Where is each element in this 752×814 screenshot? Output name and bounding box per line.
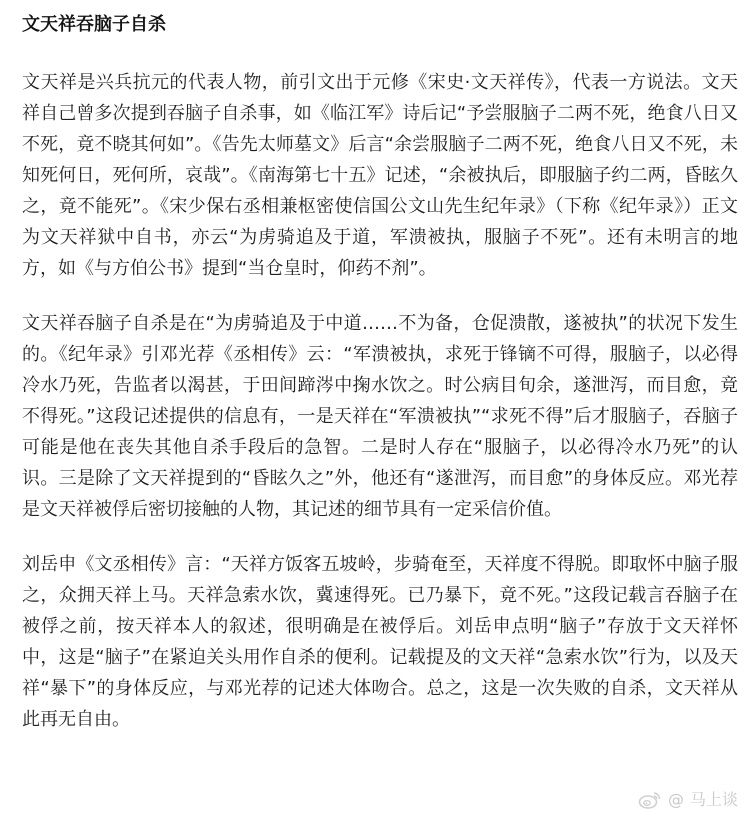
- watermark: [638, 790, 738, 810]
- paragraph-2: 文天祥吞脑子自杀是在“为虏骑追及于中道……不为备，仓促溃散，遂被执”的状况下发生的。《纪年录》引邓光荐《丞相传》云：“军溃被执，求死于锋镝不可得，服脑子，以必得冷水乃死，告监者以渴甚，于田间蹄涔中掬水饮之。时公病目旬余，遂泄泻，而目愈，竟不得死。”这段记述提供的信息有，一是天祥在“军溃被执”“求死不得”后才服脑子，吞脑子可能是他在丧失其他自杀手段后的急智。二是时人存在“服脑子，以必得冷水乃死”的认识。三是除了文天祥提到的“昏眩久之”外，他还有“遂泄泻，而目愈”的身体反应。邓光荐是文天祥被俘后密切接触的人物，其记述的细节具有一定采信价值。: [22, 313, 738, 520]
- watermark-text: 马上谈: [689, 790, 738, 809]
- paragraph-1: 文天祥是兴兵抗元的代表人物，前引文出于元修《宋史·文天祥传》，代表一方说法。文天祥自己曾多次提到吞脑子自杀事，如《临江军》诗后记“予尝服脑子二两不死，绝食八日又不死，竟不晓其何如”。《告先太师墓文》后言“余尝服脑子二两不死，绝食八日又不死，未知死何日，死何所，哀哉”。《南海第七十五》记述，“余被执后，即服脑子约二两，昏眩久之，竟不能死”。《宋少保右丞相兼枢密使信国公文山先生纪年录》（下称《纪年录》）正文为文天祥狱中自书，亦云“为虏骑追及于道，军溃被执，服脑子不死”。还有未明言的地方，如《与方伯公书》提到“当仓皇时，仰药不剂”。: [22, 72, 738, 279]
- paragraph-3: 刘岳申《文丞相传》言：“天祥方饭客五坡岭，步骑奄至，天祥度不得脱。即取怀中脑子服之，众拥天祥上马。天祥急索水饮，冀速得死。已乃暴下，竟不死。”这段记载言吞脑子在被俘之前，按天祥本人的叙述，很明确是在被俘后。刘岳申点明“脑子”存放于文天祥怀中，这是“脑子”在紧迫关头用作自杀的便利。记载提及的文天祥“急索水饮”行为，以及天祥“暴下”的身体反应，与邓光荐的记述大体吻合。总之，这是一次失败的自杀，文天祥从此再无自由。: [22, 554, 738, 730]
- article-title: 文天祥吞脑子自杀: [22, 14, 166, 35]
- weibo-logo-icon: [638, 790, 662, 810]
- watermark-prefix: @: [667, 790, 684, 809]
